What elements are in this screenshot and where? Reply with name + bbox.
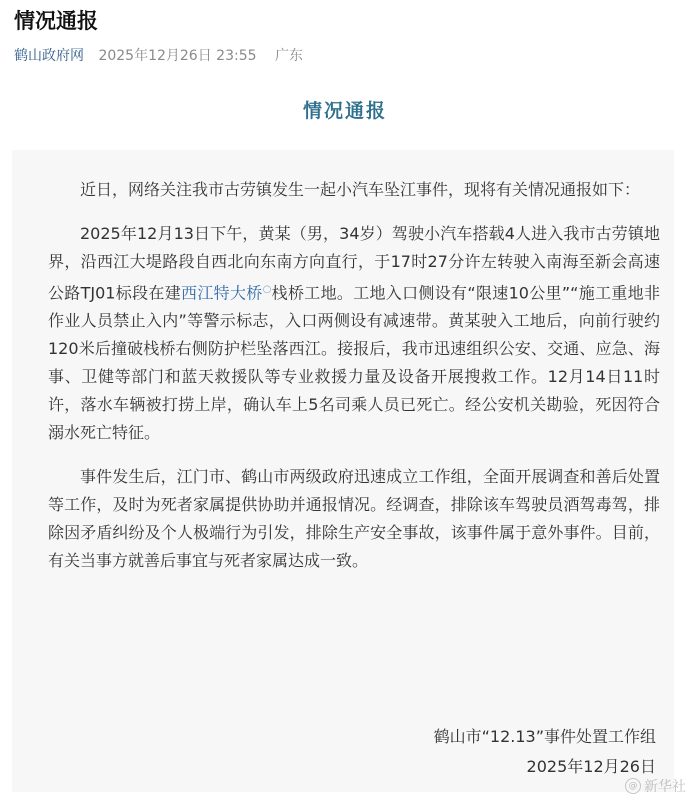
bridge-link[interactable]: 西江特大桥 [181, 283, 263, 303]
publish-region: 广东 [274, 48, 303, 64]
watermark [625, 776, 686, 796]
notice-body [48, 176, 660, 575]
publish-time: 2025年12月26日 23:55 [98, 48, 257, 64]
notice-title: 情况通报 [302, 100, 387, 122]
search-mark-icon: ○ [262, 284, 272, 295]
paragraph-3: 事件发生后，江门市、鹤山市两级政府迅速成立工作组，全面开展调查和善后处置等工作，及时为死者家属提供协助并通报情况。经调查，排除该车驾驶员酒驾毒驾，排除因矛盾纠纷及个人极端行为引发，排除生产安全事故，该事件属于意外事件。目前，有关当事方就善后事宜与死者家属达成一致。 [48, 467, 660, 571]
paragraph-2-text-a: 2025年12月13日下午，黄某（男，34岁）驾驶小汽车搭载4人进入我市古劳镇地界，沿西江大堤路段自西北向东南方向直行，于17时27分许左转驶入南海至新会高速公路TJ01标段在建 [48, 224, 660, 303]
paragraph-1: 近日，网络关注我市古劳镇发生一起小汽车坠江事件，现将有关情况通报如下： [80, 180, 641, 199]
weibo-icon: @ [625, 778, 641, 794]
article-title: 情况通报 [14, 9, 98, 33]
paragraph-2 [48, 220, 660, 447]
source-link[interactable]: 鹤山政府网 [14, 48, 84, 64]
watermark-text: 新华社 [644, 779, 686, 795]
article-header [14, 0, 676, 66]
signature: 鹤山市“12.13”事件处置工作组 [433, 727, 656, 746]
signature-date: 2025年12月26日 [526, 757, 656, 776]
article-meta [14, 46, 676, 66]
paragraph-2-text-b: 栈桥工地。工地入口侧设有“限速10公里”“施工重地非作业人员禁止入内”等警示标志，入口两侧设有减速带。黄某驶入工地后，向前行驶约120米后撞破栈桥右侧防护栏坠落西江。接报后，我市迅速组织公安、交通、应急、海事、卫健等部门和蓝天救援队等专业救援力量及设备开展搜救工作。12月14日11时许，落水车辆被打捞上岸，确认车上5名司乘人员已死亡。经公安机关勘验，死因符合溺水死亡特征。 [48, 283, 660, 443]
